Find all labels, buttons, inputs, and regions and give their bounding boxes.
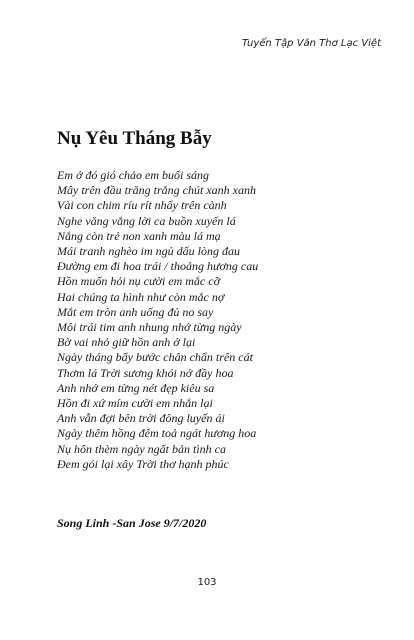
poem-line: Đem gói lại xây Trời thơ hạnh phúc (57, 456, 229, 471)
poem-line: Em ở đó gió chảo em buổi sáng (57, 168, 210, 182)
poem-line: Môi trái tim anh nhung nhớ từng ngày (57, 320, 242, 335)
poem-line: Mây trên đầu trăng trắng chút xanh xanh (57, 183, 256, 198)
poem-line: Hồn đi xứ mím cười em nhắn lại (57, 396, 213, 411)
poem-signature: Song Linh -San Jose 9/7/2020 (57, 516, 207, 530)
poem-line: Nụ hôn thèm ngày ngất bản tình ca (57, 441, 226, 456)
poem-line: Mắt em tròn anh uống đủ no say (57, 304, 214, 319)
poem-line: Anh vẫn đợi bên trời đông luyến ái (57, 411, 225, 426)
poem-line: Hai chúng ta hình như còn mắc nợ (57, 289, 225, 304)
poem-line: Bờ vai nhỏ giữ hồn anh ở lại (57, 335, 196, 350)
running-header: Tuyển Tập Văn Thơ Lạc Việt (241, 38, 381, 49)
page-number: 103 (197, 577, 217, 588)
poem-line: Vài con chim ríu rít nhẩy trên cành (57, 198, 227, 213)
poem-line: Anh nhớ em từng nét đẹp kiêu sa (57, 380, 215, 395)
poem-line: Đường em đi hoa trái / thoảng hương cau (57, 259, 259, 274)
poem-line: Hồn muốn hỏi nụ cười em mắc cỡ (57, 274, 220, 289)
poem-line: Nắng còn trẻ non xanh màu lá mạ (57, 228, 221, 243)
poem-line: Ngày thêm hồng đêm toả ngát hương hoa (57, 426, 257, 441)
poem-line: Ngày tháng bẩy bước chân chẩn trên cát (57, 350, 253, 365)
poem-line: Nghe văng vẳng lời ca buồn xuyến lá (57, 213, 236, 228)
poem-body (57, 168, 258, 472)
poem-title: Nụ Yêu Tháng Bẫy (57, 128, 212, 149)
poem-line: Mái tranh nghèo im ngủ dấu lòng đau (57, 244, 240, 259)
poem-line: Thơm lá Trời sương khói nở đầy hoa (57, 365, 234, 380)
